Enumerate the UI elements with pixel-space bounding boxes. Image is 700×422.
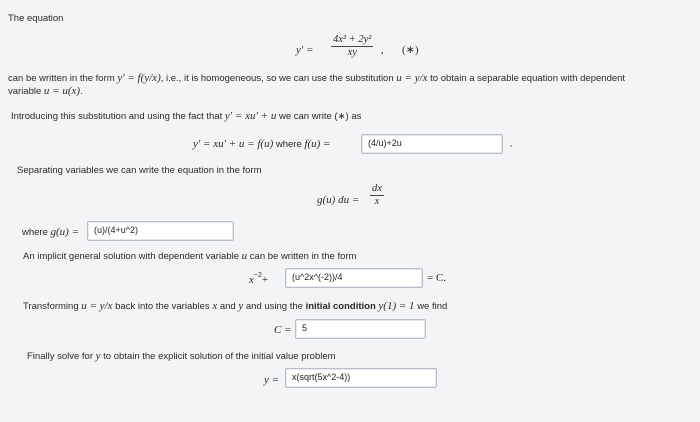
math-form: y′ = f(y/x) [117, 72, 161, 84]
text: , i.e., it is homogeneous, so we can use the substitution [160, 73, 394, 84]
sep-eq-numerator: dx [372, 183, 382, 194]
main-eq-tag: (∗) [402, 44, 419, 56]
paragraph-line-1 [8, 72, 625, 85]
text: we find [417, 301, 448, 312]
main-eq-denominator: xy [347, 47, 357, 58]
paragraph-line-5: Separating variables we can write the equation in the form [17, 165, 262, 176]
implicit-eq-lhs [249, 272, 268, 287]
text: can be written in the form [8, 73, 115, 84]
paragraph-line-6 [22, 226, 79, 239]
answer-value: (4/u)+2u [368, 138, 402, 148]
text: to obtain the explicit solution of the initial value problem [103, 351, 336, 362]
text: Introducing this substitution and using the fact that [11, 111, 223, 122]
math-fact: y′ = xu′ + u [224, 110, 277, 122]
answer-field-fu[interactable] [361, 134, 503, 154]
text: back into the variables [115, 301, 210, 312]
text: and using the [245, 301, 303, 312]
text: where [22, 227, 48, 238]
answer-field-gu[interactable] [87, 221, 234, 241]
sep-eq-fraction [370, 183, 384, 208]
paragraph-line-3 [11, 110, 361, 123]
y-label: y = [264, 374, 280, 386]
sep-eq-denominator: x [374, 196, 380, 207]
math-y: y [238, 300, 244, 312]
math-substitution: u = y/x [396, 72, 428, 84]
paragraph-line-2 [8, 85, 83, 98]
text: can be written in the form [249, 251, 357, 262]
text: to obtain a separable equation with dependent [430, 73, 626, 84]
paragraph-line-11 [27, 350, 336, 363]
paragraph-line-9 [23, 300, 447, 313]
exponent: −2 [253, 272, 262, 279]
text: Finally solve for [27, 351, 93, 362]
status-dot [510, 145, 512, 147]
paragraph-line-7 [23, 250, 356, 263]
implicit-eq-rhs: = C. [427, 272, 447, 284]
text: . [80, 86, 83, 97]
text: Transforming [23, 301, 79, 312]
main-eq-lhs: y′ = [296, 44, 314, 56]
math-y: y [95, 350, 101, 362]
text: An implicit general solution with dependent variable [23, 251, 239, 262]
answer-value: (u)/(4+u^2) [94, 225, 138, 235]
math-equation: y′ = xu′ + u = f(u) [193, 138, 274, 150]
text: variable [8, 86, 42, 97]
math-gu: g(u) = [50, 226, 80, 238]
math-x: x [249, 274, 254, 287]
math-u: u [241, 250, 248, 262]
text: we can write (∗) as [278, 111, 362, 122]
main-eq-numerator: 4x² + 2y² [333, 34, 372, 45]
sep-eq-lhs: g(u) du = [317, 194, 360, 206]
answer-value: 5 [302, 323, 308, 333]
math-variable: u = u(x) [43, 85, 81, 97]
math-substitution: u = y/x [81, 300, 113, 312]
text: and [219, 301, 236, 312]
paragraph-line-4 [193, 138, 330, 151]
answer-field-c[interactable] [295, 319, 426, 339]
math-fx: f(u) = [304, 138, 331, 150]
initial-condition-label: initial condition [305, 301, 376, 312]
answer-field-y[interactable] [285, 368, 437, 388]
main-eq-fraction [331, 34, 373, 59]
intro-label: The equation [8, 13, 64, 24]
main-eq-comma: , [381, 44, 384, 56]
plus-sign: + [261, 274, 269, 287]
text: where [275, 139, 302, 150]
math-x: x [212, 300, 218, 312]
answer-value: x(sqrt(5x^2-4)) [292, 372, 351, 382]
c-label: C = [274, 324, 292, 336]
answer-field-implicit[interactable] [285, 268, 423, 288]
math-initial-condition: y(1) = 1 [378, 300, 415, 312]
answer-value: (u^2x^(-2))/4 [292, 272, 343, 282]
